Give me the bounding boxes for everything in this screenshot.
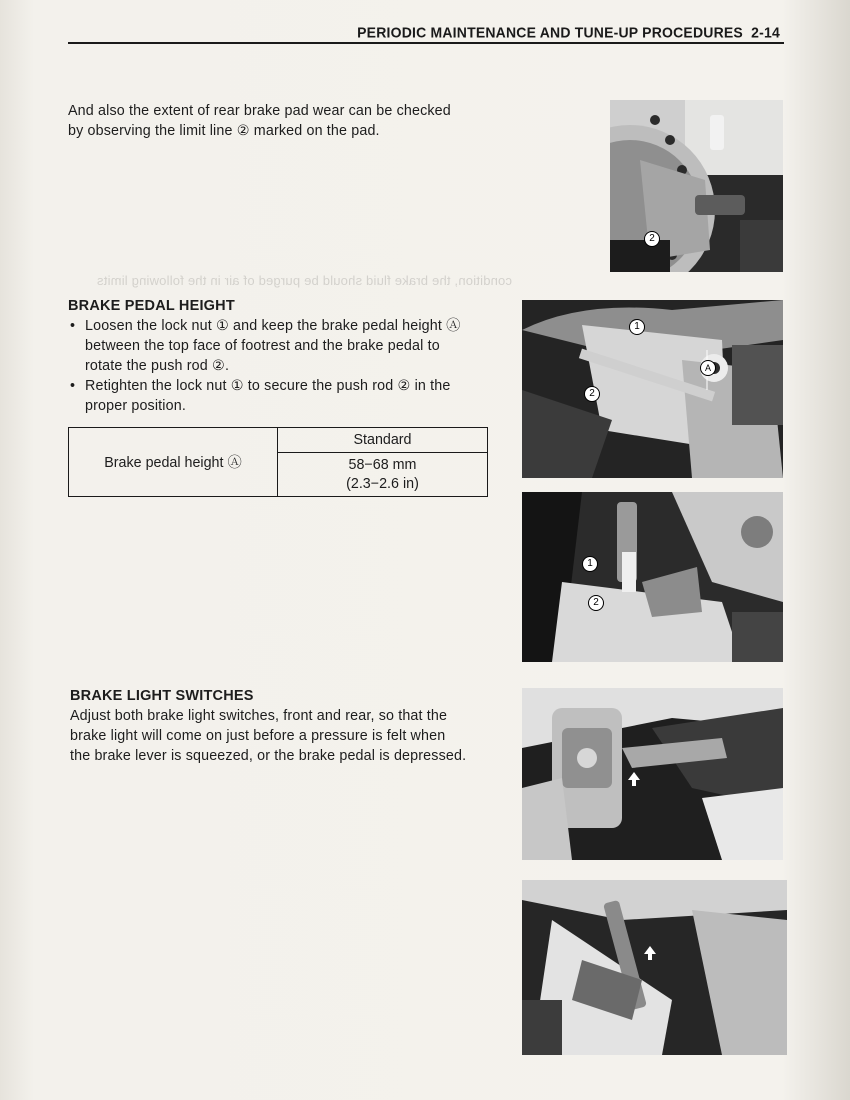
spec-header: Standard bbox=[278, 428, 487, 453]
step-line: between the top face of footrest and the brake pedal to bbox=[85, 338, 440, 354]
photo-brake-pedal-height bbox=[522, 300, 783, 478]
spec-value-in: (2.3−2.6 in) bbox=[346, 475, 419, 492]
step-item bbox=[68, 316, 498, 376]
photo-callout-2: 2 bbox=[584, 386, 600, 402]
photo-callout-a: A bbox=[700, 360, 716, 376]
intro-line: And also the extent of rear brake pad wear can be checked bbox=[68, 103, 451, 119]
show-through-text: condition, the brake fluid should be purged of air in the following limits bbox=[96, 273, 512, 288]
header-rule bbox=[68, 42, 784, 44]
header-title: PERIODIC MAINTENANCE AND TUNE-UP PROCEDURES bbox=[357, 23, 743, 41]
brake-pedal-heading: BRAKE PEDAL HEIGHT bbox=[68, 298, 235, 314]
photo-callout-2: 2 bbox=[588, 595, 604, 611]
brake-pedal-steps bbox=[68, 316, 498, 416]
spec-value bbox=[278, 453, 487, 496]
running-header bbox=[357, 24, 780, 41]
header-page-number: 2-14 bbox=[751, 23, 780, 41]
step-line: proper position. bbox=[85, 398, 186, 414]
step-line: rotate the push rod ②. bbox=[85, 358, 230, 374]
brake-light-line: the brake lever is squeezed, or the brake pedal is depressed. bbox=[70, 748, 467, 764]
brake-pedal-spec-table bbox=[68, 427, 488, 497]
photo-front-brake-light-switch bbox=[522, 688, 783, 860]
step-line: • Retighten the lock nut ① to secure the push rod ② in the bbox=[85, 378, 451, 394]
brake-light-line: Adjust both brake light switches, front and rear, so that the bbox=[70, 708, 448, 724]
photo-callout-2: 2 bbox=[644, 231, 660, 247]
photo-callout-1: 1 bbox=[582, 556, 598, 572]
brake-light-heading: BRAKE LIGHT SWITCHES bbox=[70, 688, 254, 704]
brake-light-paragraph bbox=[70, 706, 510, 766]
spec-value-mm: 58−68 mm bbox=[348, 456, 417, 473]
spec-label: Brake pedal height Ⓐ bbox=[69, 428, 278, 496]
photo-lock-nut-push-rod bbox=[522, 492, 783, 662]
photo-rear-brake-light-switch bbox=[522, 880, 787, 1055]
intro-line: by observing the limit line ② marked on the pad. bbox=[68, 123, 380, 139]
photo-callout-1: 1 bbox=[629, 319, 645, 335]
brake-light-line: brake light will come on just before a pressure is felt when bbox=[70, 728, 446, 744]
step-item bbox=[68, 376, 498, 416]
photo-rear-brake-pad bbox=[610, 100, 783, 272]
step-line: • Loosen the lock nut ① and keep the brake pedal height Ⓐ bbox=[85, 318, 461, 334]
intro-paragraph bbox=[68, 101, 498, 141]
